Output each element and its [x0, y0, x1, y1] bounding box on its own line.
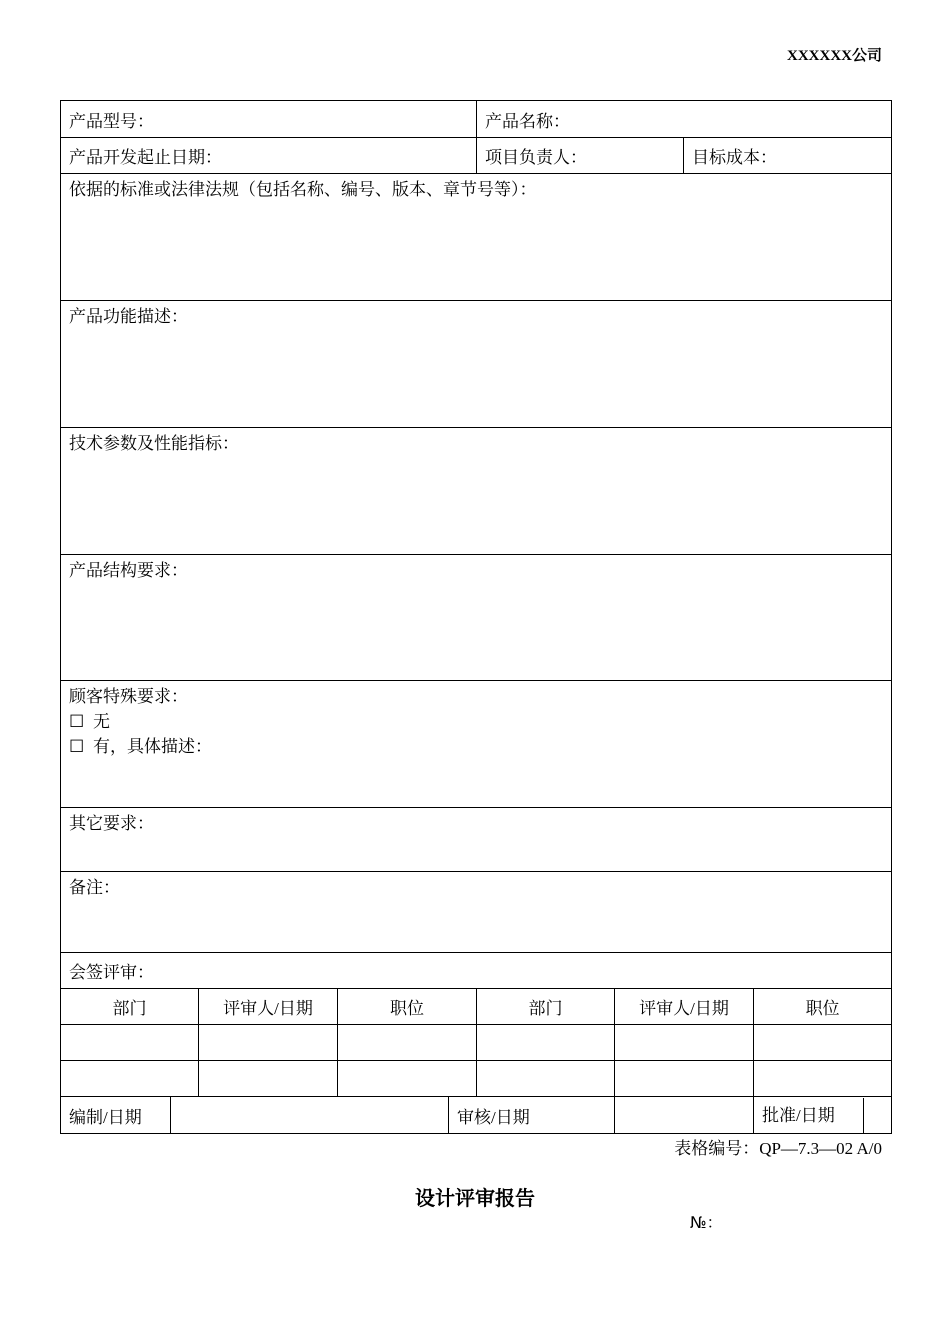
other-req-field[interactable]: 其它要求：	[61, 808, 892, 872]
header-reviewer-date-1: 评审人/日期	[199, 989, 338, 1025]
review-cell[interactable]	[338, 1061, 477, 1097]
form-number: 表格编号：QP—7.3—02 A/0	[674, 1139, 882, 1158]
checkbox-none[interactable]: ☐	[69, 712, 85, 731]
reviewed-label: 审核/日期	[449, 1097, 615, 1134]
review-row	[61, 1025, 892, 1061]
standards-field[interactable]: 依据的标准或法律法规（包括名称、编号、版本、章节号等）：	[61, 174, 892, 301]
header-reviewer-date-2: 评审人/日期	[615, 989, 754, 1025]
review-cell[interactable]	[199, 1061, 338, 1097]
review-cell[interactable]	[61, 1061, 199, 1097]
review-cell[interactable]	[338, 1025, 477, 1061]
review-cell[interactable]	[754, 1025, 892, 1061]
approved-label: 批准/日期	[754, 1098, 864, 1133]
review-cell[interactable]	[199, 1025, 338, 1061]
product-name-field[interactable]: 产品名称：	[477, 101, 892, 138]
header-department-1: 部门	[61, 989, 199, 1025]
document-title: 设计评审报告	[415, 1188, 535, 1210]
review-header-row	[61, 989, 892, 1025]
customer-req-label: 顾客特殊要求：	[69, 687, 188, 706]
review-cell[interactable]	[477, 1025, 615, 1061]
remarks-field[interactable]: 备注：	[61, 872, 892, 953]
number-label: №：	[690, 1213, 723, 1232]
product-model-field[interactable]: 产品型号：	[61, 101, 477, 138]
project-lead-field[interactable]: 项目负责人：	[477, 138, 684, 174]
approved-cell	[754, 1097, 892, 1134]
option-yes[interactable]	[69, 734, 883, 759]
review-row	[61, 1061, 892, 1097]
review-form-table	[60, 100, 892, 1134]
review-cell[interactable]	[477, 1061, 615, 1097]
review-cell[interactable]	[754, 1061, 892, 1097]
target-cost-field[interactable]: 目标成本：	[684, 138, 892, 174]
review-cell[interactable]	[615, 1061, 754, 1097]
prepared-label: 编制/日期	[61, 1097, 171, 1134]
header-position-1: 职位	[338, 989, 477, 1025]
review-cell[interactable]	[615, 1025, 754, 1061]
countersign-label: 会签评审：	[61, 953, 892, 989]
company-name: XXXXXX公司	[787, 48, 882, 64]
approved-value[interactable]	[864, 1098, 891, 1133]
header-position-2: 职位	[754, 989, 892, 1025]
structure-req-field[interactable]: 产品结构要求：	[61, 555, 892, 681]
customer-req-field[interactable]	[61, 681, 892, 808]
option-none[interactable]	[69, 709, 883, 734]
option-none-label: 无	[93, 712, 110, 731]
prepared-value[interactable]	[171, 1097, 449, 1134]
header-department-2: 部门	[477, 989, 615, 1025]
review-cell[interactable]	[61, 1025, 199, 1061]
reviewed-value[interactable]	[615, 1097, 754, 1134]
function-desc-field[interactable]: 产品功能描述：	[61, 301, 892, 428]
tech-params-field[interactable]: 技术参数及性能指标：	[61, 428, 892, 555]
dev-dates-field[interactable]: 产品开发起止日期：	[61, 138, 477, 174]
checkbox-yes[interactable]: ☐	[69, 737, 85, 756]
signature-row	[61, 1097, 892, 1134]
option-yes-label: 有，具体描述：	[93, 737, 212, 756]
